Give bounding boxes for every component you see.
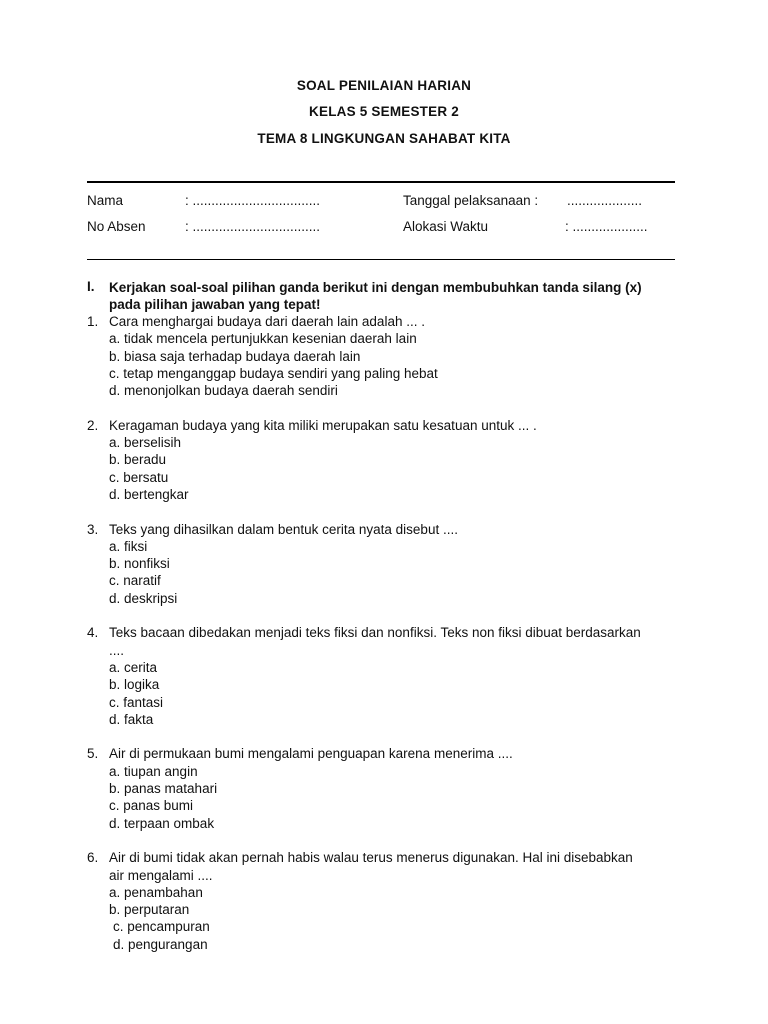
option-d[interactable]: d. menonjolkan budaya daerah sendiri [109,383,338,399]
option-a[interactable]: a. tidak mencela pertunjukkan kesenian daerah lain [109,331,417,347]
question-text: Teks bacaan dibedakan menjadi teks fiksi dan nonfiksi. Teks non fiksi dibuat berdasarkan .... [109,625,641,658]
section-instruction: Kerjakan soal-soal pilihan ganda berikut ini dengan membubuhkan tanda silang (x) pada pilihan jawaban yang tepat! [109,280,642,312]
page-title: SOAL PENILAIAN HARIAN [296,78,472,93]
option-a[interactable]: a. penambahan [109,884,203,900]
absen-field[interactable]: : .................................. [185,219,321,234]
option-b[interactable]: b. beradu [109,452,167,468]
alokasi-field[interactable]: : .................... [565,219,648,234]
question-3 [87,521,647,607]
option-a[interactable]: a. berselisih [109,435,182,451]
option-c[interactable]: c. panas bumi [109,798,194,814]
nama-field[interactable]: : .................................. [185,193,321,208]
option-d[interactable]: d. deskripsi [109,590,178,606]
option-d[interactable]: d. bertengkar [109,486,189,502]
section-number: I. [87,279,95,294]
nama-label: Nama [87,193,124,208]
tanggal-label: Tanggal pelaksanaan : [403,193,539,208]
question-number: 2. [87,417,99,433]
class-semester-heading: KELAS 5 SEMESTER 2 [309,104,459,119]
alokasi-label: Alokasi Waktu [403,219,489,234]
option-c[interactable]: c. naratif [109,573,161,589]
question-number: 4. [87,625,99,641]
option-a[interactable]: a. tiupan angin [109,763,198,779]
option-d[interactable]: d. fakta [109,711,154,727]
question-text: Air di bumi tidak akan pernah habis walau terus menerus digunakan. Hal ini disebabkan air mengalami .... [109,850,633,883]
option-c[interactable]: c. fantasi [109,694,164,710]
question-number: 3. [87,521,99,537]
question-list [87,313,647,970]
absen-label: No Absen [87,219,146,234]
option-c[interactable]: c. tetap menganggap budaya sendiri yang paling hebat [109,365,438,381]
question-2 [87,417,647,503]
top-divider [87,181,675,183]
option-b[interactable]: b. biasa saja terhadap budaya daerah lain [109,348,361,364]
question-text: Air di permukaan bumi mengalami penguapan karena menerima .... [109,746,513,762]
question-number: 6. [87,850,99,866]
question-text: Cara menghargai budaya dari daerah lain adalah ... . [109,314,425,329]
theme-heading: TEMA 8 LINGKUNGAN SAHABAT KITA [257,131,511,146]
question-number: 5. [87,746,99,762]
bottom-divider [87,259,675,260]
option-b[interactable]: b. nonfiksi [109,556,170,572]
question-text: Teks yang dihasilkan dalam bentuk cerita nyata disebut .... [109,521,458,537]
option-b[interactable]: b. panas matahari [109,781,218,797]
option-c[interactable]: c. bersatu [109,469,169,485]
question-4 [87,624,647,728]
question-5 [87,745,647,831]
option-a[interactable]: a. cerita [109,659,158,675]
tanggal-field[interactable]: .................... [567,193,643,208]
option-a[interactable]: a. fiksi [109,538,148,554]
question-number: 1. [87,314,99,329]
option-d[interactable]: d. pengurangan [113,936,208,952]
question-6 [87,849,647,953]
question-1 [87,313,647,399]
question-text: Keragaman budaya yang kita miliki merupakan satu kesatuan untuk ... . [109,417,537,433]
option-c[interactable]: c. pencampuran [113,919,210,935]
option-d[interactable]: d. terpaan ombak [109,815,215,831]
option-b[interactable]: b. perputaran [109,902,190,918]
option-b[interactable]: b. logika [109,677,160,693]
